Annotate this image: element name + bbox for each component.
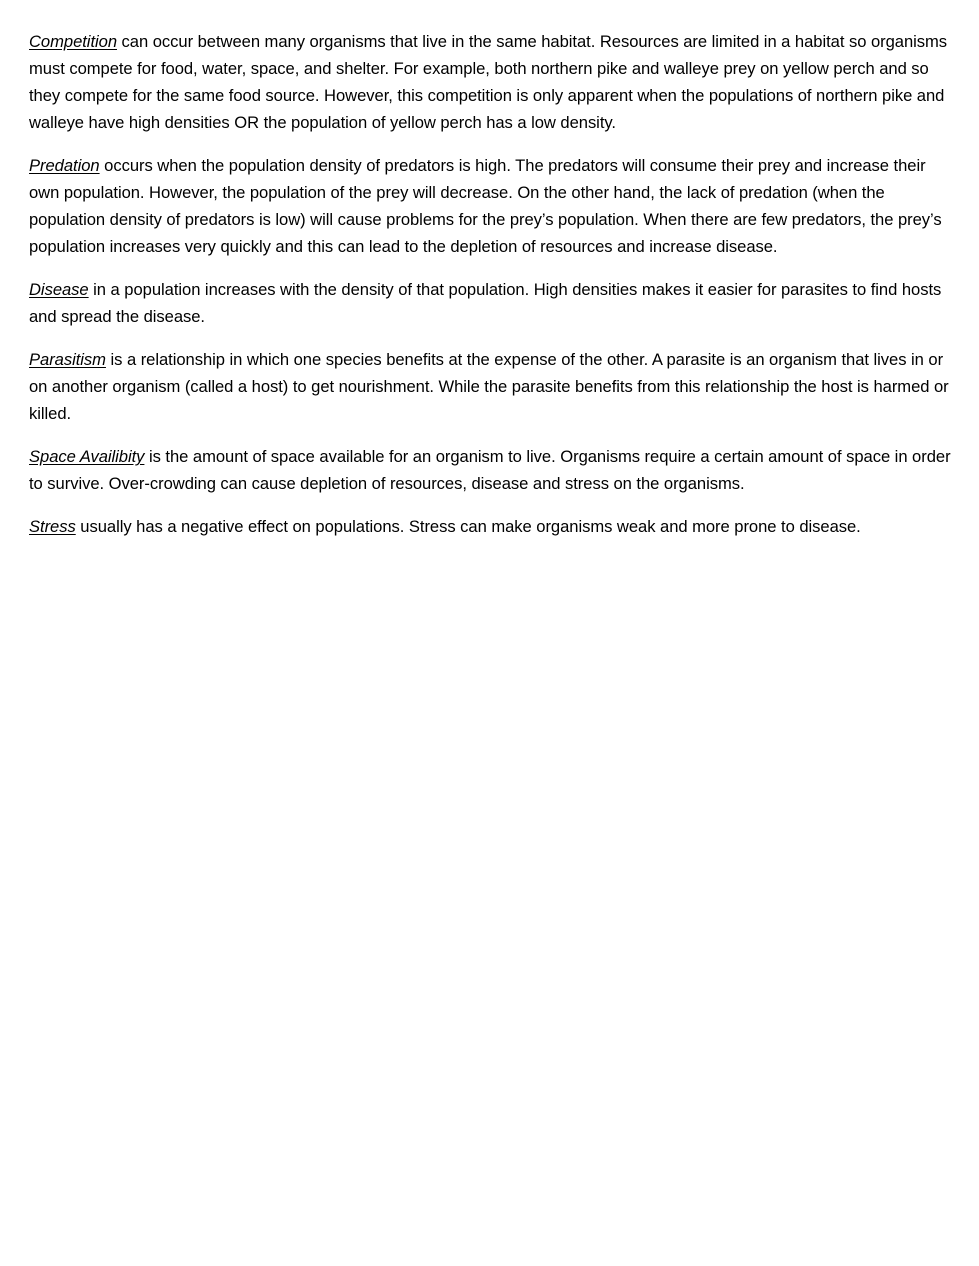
term-parasitism: Parasitism [29,350,106,369]
paragraph-space-availability [29,443,951,497]
term-space-availability: Space Availibity [29,447,145,466]
paragraph-stress [29,513,951,540]
term-competition: Competition [29,32,117,51]
paragraph-text: in a population increases with the density of that population. High densities makes it easier for parasites to find hosts and spread the disease. [29,280,942,326]
paragraph-competition [29,28,951,136]
term-stress: Stress [29,517,76,536]
paragraph-text: is the amount of space available for an organism to live. Organisms require a certain amount of space in order to survive. Over-crowding can cause depletion of resources, disease and stress on the organisms. [29,447,951,493]
paragraph-parasitism [29,346,951,427]
term-disease: Disease [29,280,89,299]
paragraph-predation [29,152,951,260]
paragraph-text: is a relationship in which one species benefits at the expense of the other. A parasite is an organism that lives in or on another organism (called a host) to get nourishment. While the parasite benefits from this relationship the host is harmed or killed. [29,350,949,423]
paragraph-disease [29,276,951,330]
document-page [29,28,951,556]
paragraph-text: can occur between many organisms that live in the same habitat. Resources are limited in a habitat so organisms must compete for food, water, space, and shelter. For example, both northern pike and walleye prey on yellow perch and so they compete for the same food source. However, this competition is only apparent when the populations of northern pike and walleye have high densities OR the population of yellow perch has a low density. [29,32,948,132]
term-predation: Predation [29,156,100,175]
paragraph-text: usually has a negative effect on populations. Stress can make organisms weak and more prone to disease. [75,517,861,536]
paragraph-text: occurs when the population density of predators is high. The predators will consume their prey and increase their own population. However, the population of the prey will decrease. On the other hand, the lack of predation (when the population density of predators is low) will cause problems for the prey’s population. When there are few predators, the prey’s population increases very quickly and this can lead to the depletion of resources and increase disease. [29,156,942,256]
